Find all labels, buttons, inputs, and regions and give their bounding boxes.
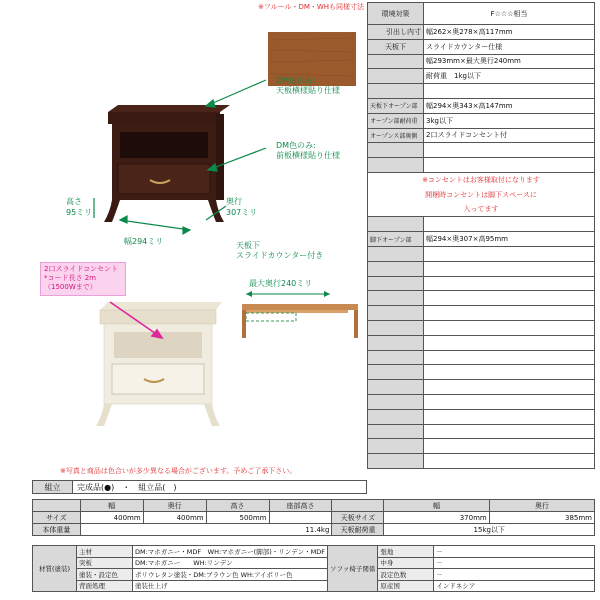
dimensions-table xyxy=(32,499,595,536)
depth-dimension: 奥行 307ミリ xyxy=(226,197,258,217)
outlet-note-2: 開梱時コンセントは脚下スペースに xyxy=(368,187,595,202)
material-back-label: 背面処理 xyxy=(77,580,133,592)
open-load-label: オープン部耐荷重 xyxy=(368,113,424,128)
open-back-label: オープンス部奥側 xyxy=(368,128,424,143)
origin-label: 原産国 xyxy=(378,580,434,592)
outlet-note-3: 入ってます xyxy=(368,202,595,217)
open-load-value: 3kg以下 xyxy=(424,113,595,128)
material-main-value: DM:マホガニー・MDF WH:マホガニー(脚部)・リンデン・MDF xyxy=(133,546,328,558)
assembly-table xyxy=(32,480,367,494)
width-dimension: 幅294ミリ xyxy=(124,237,164,246)
leg-value: 幅294×奥307×高95mm xyxy=(424,232,595,247)
top-header-depth: 奥行 xyxy=(489,500,594,512)
slide-counter-diagram xyxy=(242,291,358,338)
size-label: サイズ xyxy=(33,512,81,524)
material-veneer-value: DM:マホガニー WH:リンデン xyxy=(133,557,328,569)
top-load-label: 天板耐荷重 xyxy=(332,524,384,536)
material-veneer-label: 突板 xyxy=(77,557,133,569)
size-depth: 400mm xyxy=(143,512,206,524)
weight-label: 本体重量 xyxy=(33,524,81,536)
under-top-load: 耐荷重 1kg以下 xyxy=(424,69,595,84)
material-main-label: 主材 xyxy=(77,546,133,558)
dimension-note: ※フルール・DM・WHも同様寸法 xyxy=(258,3,365,11)
dm-front-callout: DM色のみ: 前板横様貼り仕様 xyxy=(276,141,340,160)
sofa-filling-value: － xyxy=(434,557,595,569)
material-back-value: 塗装仕上げ xyxy=(133,580,328,592)
materials-table xyxy=(32,545,595,592)
outlet-callout: 2口スライドコンセント *コード長さ 2m （1500Wまで） xyxy=(40,262,126,296)
open-back-value: 2口スライドコンセント付 xyxy=(424,128,595,143)
dm-top-callout: DM色のみ: 天板横様貼り仕様 xyxy=(276,76,340,95)
weight-value: 11.4kg xyxy=(80,524,332,536)
under-top-label: 天板下 xyxy=(368,39,424,54)
drawer-value: 幅262×奥278×高117mm xyxy=(424,25,595,40)
material-finish-value: ポリウレタン塗装・DM:ブラウン色 WH:アイボリー色 xyxy=(133,569,328,581)
under-top-value: スライドカウンター仕様 xyxy=(424,39,595,54)
sofa-fabric-label: 張地 xyxy=(378,546,434,558)
under-top-dim: 幅293mm×最大奥行240mm xyxy=(424,54,595,69)
height-dimension: 高さ 95ミリ xyxy=(66,197,93,217)
open-under-label: 天板下オープン部 xyxy=(368,98,424,113)
dims-header-width: 幅 xyxy=(80,500,143,512)
top-size-width: 370mm xyxy=(384,512,489,524)
outlet-note-1: ※コンセントはお客様取付になります xyxy=(368,172,595,187)
dims-header-seat: 座部高さ xyxy=(269,500,332,512)
sofa-label: ソファ椅子関係 xyxy=(327,546,377,592)
leg-label: 脚下オープン部 xyxy=(368,232,424,247)
color-disclaimer: ※写真と商品は色合いが多少異なる場合がございます。予めご了承下さい。 xyxy=(60,467,297,475)
spec-table xyxy=(367,2,595,469)
counter-max-depth: 最大奥行240ミリ xyxy=(249,279,313,288)
slide-counter-title: 天板下 スライドカウンター付き xyxy=(236,241,324,260)
size-height: 500mm xyxy=(206,512,269,524)
eco-value: F☆☆☆相当 xyxy=(424,3,595,25)
sofa-colors-label: 設定色数 xyxy=(378,569,434,581)
sofa-filling-label: 中身 xyxy=(378,557,434,569)
white-side-table xyxy=(96,302,222,426)
origin-value: インドネシア xyxy=(434,580,595,592)
dark-side-table xyxy=(104,105,230,222)
size-seat xyxy=(269,512,332,524)
top-size-depth: 385mm xyxy=(489,512,594,524)
sofa-colors-value: － xyxy=(434,569,595,581)
top-header-width: 幅 xyxy=(384,500,489,512)
materials-label: 材質(塗装) xyxy=(33,546,77,592)
material-finish-label: 塗装・設定色 xyxy=(77,569,133,581)
dims-header-depth: 奥行 xyxy=(143,500,206,512)
assembly-value: 完成品(●) ・ 組立品( ) xyxy=(73,481,367,494)
sofa-fabric-value: － xyxy=(434,546,595,558)
size-width: 400mm xyxy=(80,512,143,524)
dims-header-height: 高さ xyxy=(206,500,269,512)
eco-label: 環境対策 xyxy=(368,3,424,25)
open-under-value: 幅294×奥343×高147mm xyxy=(424,98,595,113)
top-load-value: 15kg以下 xyxy=(384,524,595,536)
drawer-label: 引出し内寸 xyxy=(368,25,424,40)
assembly-label: 組立 xyxy=(33,481,73,494)
top-size-label: 天板サイズ xyxy=(332,512,384,524)
